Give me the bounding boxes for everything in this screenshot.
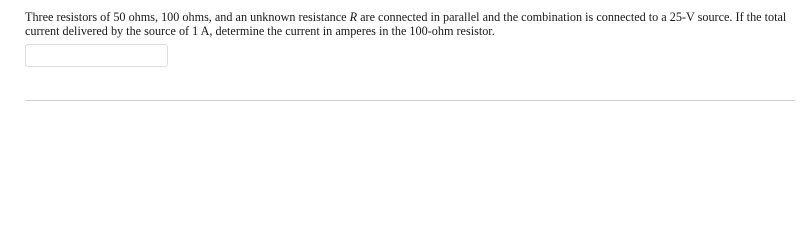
question-text-part-2: are connected in parallel and the combination is connected to a 25-V source. If the total current delivered by the source of 1 A, determine the current in amperes in the 100-ohm resistor. [25, 10, 787, 38]
variable-r: R [349, 10, 358, 24]
question-text-part-1: Three resistors of 50 ohms, 100 ohms, and an unknown resistance [25, 10, 350, 24]
divider [25, 100, 795, 101]
question-text [25, 10, 795, 38]
answer-input[interactable] [25, 44, 168, 67]
